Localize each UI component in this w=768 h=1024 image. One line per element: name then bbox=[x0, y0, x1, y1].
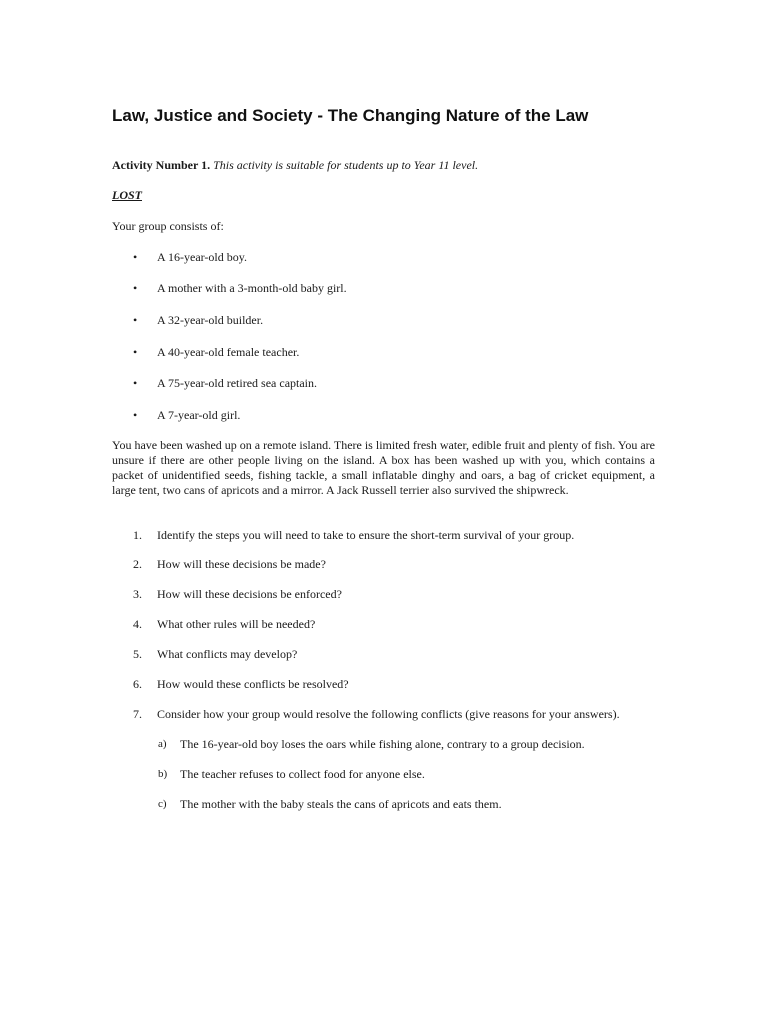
bullet-icon: • bbox=[133, 376, 138, 390]
activity-line bbox=[112, 158, 478, 173]
conflict-text: The 16-year-old boy loses the oars while fishing alone, contrary to a group decision. bbox=[180, 737, 585, 751]
section-heading: LOST bbox=[112, 188, 142, 202]
question-text: What other rules will be needed? bbox=[157, 617, 316, 631]
question-number: 7. bbox=[133, 707, 142, 721]
list-item-text: A 40-year-old female teacher. bbox=[157, 345, 300, 359]
question-number: 4. bbox=[133, 617, 142, 631]
question-text: How would these conflicts be resolved? bbox=[157, 677, 349, 691]
question-text: How will these decisions be made? bbox=[157, 557, 326, 571]
conflict-letter: c) bbox=[158, 798, 167, 810]
question-number: 3. bbox=[133, 587, 142, 601]
question-number: 2. bbox=[133, 557, 142, 571]
activity-note: This activity is suitable for students up to Year 11 level. bbox=[213, 158, 479, 172]
question-text: Consider how your group would resolve the following conflicts (give reasons for your answers). bbox=[157, 707, 620, 721]
question-number: 1. bbox=[133, 528, 142, 542]
question-text: Identify the steps you will need to take to ensure the short-term survival of your group. bbox=[157, 528, 575, 542]
scenario-paragraph: You have been washed up on a remote island. There is limited fresh water, edible fruit and plenty of fish. You are unsure if there are other people living on the island. A box has been washed up with you, which contains a packet of unidentified seeds, fishing tackle, a small inflatable dinghy and oars, a bag of cricket equipment, a large tent, two cans of apricots and a mirror. A Jack Russell terrier also survived the shipwreck. bbox=[112, 438, 655, 497]
question-text: How will these decisions be enforced? bbox=[157, 587, 342, 601]
conflict-text: The mother with the baby steals the cans of apricots and eats them. bbox=[180, 797, 502, 811]
activity-label: Activity Number 1. bbox=[112, 158, 211, 172]
list-item-text: A 7-year-old girl. bbox=[157, 408, 241, 422]
bullet-icon: • bbox=[133, 313, 138, 327]
bullet-icon: • bbox=[133, 250, 138, 264]
list-item-text: A 16-year-old boy. bbox=[157, 250, 247, 264]
question-text: What conflicts may develop? bbox=[157, 647, 298, 661]
list-item-text: A 75-year-old retired sea captain. bbox=[157, 376, 318, 390]
bullet-icon: • bbox=[133, 281, 138, 295]
page-title: Law, Justice and Society - The Changing Nature of the Law bbox=[112, 106, 589, 125]
bullet-icon: • bbox=[133, 345, 138, 359]
question-number: 6. bbox=[133, 677, 142, 691]
conflict-letter: a) bbox=[158, 738, 167, 750]
conflict-text: The teacher refuses to collect food for anyone else. bbox=[180, 767, 425, 781]
conflict-letter: b) bbox=[158, 768, 168, 780]
list-item-text: A mother with a 3-month-old baby girl. bbox=[157, 281, 347, 295]
question-number: 5. bbox=[133, 647, 142, 661]
group-intro: Your group consists of: bbox=[112, 219, 224, 233]
bullet-icon: • bbox=[133, 408, 138, 422]
list-item-text: A 32-year-old builder. bbox=[157, 313, 264, 327]
